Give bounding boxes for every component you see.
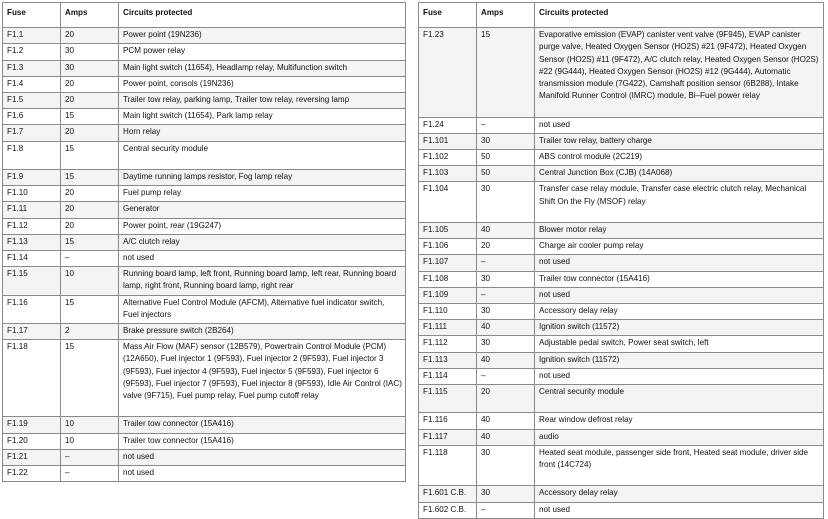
table-row (3, 141, 406, 169)
fuse-table-right (418, 2, 824, 519)
fuse-cell: F1.10 (3, 186, 61, 202)
table-header-row (419, 3, 824, 28)
circuits-cell: Central Junction Box (CJB) (14A068) (535, 166, 824, 182)
table-row (3, 170, 406, 186)
circuits-cell: not used (119, 449, 406, 465)
table-row (419, 150, 824, 166)
amps-cell: 40 (477, 320, 535, 336)
header-amps: Amps (477, 3, 535, 28)
amps-cell: 50 (477, 150, 535, 166)
circuits-cell: Trailer tow relay, battery charge (535, 133, 824, 149)
fuse-table-right-body (419, 28, 824, 519)
circuits-cell: Horn relay (119, 125, 406, 141)
table-row (3, 234, 406, 250)
circuits-cell: Accessory delay relay (535, 486, 824, 502)
amps-cell: 30 (477, 304, 535, 320)
table-row (3, 218, 406, 234)
fuse-cell: F1.601 C.B. (419, 486, 477, 502)
amps-cell: 30 (477, 133, 535, 149)
circuits-cell: Central security module (119, 141, 406, 169)
amps-cell: 20 (61, 28, 119, 44)
amps-cell: – (477, 502, 535, 518)
amps-cell: 40 (477, 413, 535, 429)
table-row (3, 186, 406, 202)
circuits-cell: ABS control module (2C219) (535, 150, 824, 166)
circuits-cell: Central security module (535, 385, 824, 413)
circuits-cell: Running board lamp, left front, Running board lamp, left rear, Running board lamp, right front, Running board lamp, right rear (119, 267, 406, 295)
fuse-cell: F1.113 (419, 352, 477, 368)
amps-cell: 30 (477, 445, 535, 486)
table-row (3, 267, 406, 295)
circuits-cell: Evaporative emission (EVAP) canister vent valve (9F945), EVAP canister purge valve, Heated Oxygen Sensor (HO2S) #21 (9F472), Heated Oxygen Sensor (HO2S) #11 (9F472), A/C clutch relay, Heated Oxygen Sensor (HO2S) #22 (9G444), Heated Oxygen Sensor (HO2S) #12 (9G444), Automatic transmission module (7G422), Camshaft position sensor (6B288), Intake Manifold Runner Control (IMRC) module, Bi–Fuel power relay (535, 28, 824, 117)
fuse-cell: F1.21 (3, 449, 61, 465)
header-fuse: Fuse (3, 3, 61, 28)
table-row (3, 340, 406, 417)
fuse-cell: F1.1 (3, 28, 61, 44)
table-row (419, 385, 824, 413)
fuse-cell: F1.19 (3, 417, 61, 433)
table-row (3, 433, 406, 449)
circuits-cell: PCM power relay (119, 44, 406, 60)
table-row (419, 28, 824, 117)
amps-cell: 15 (61, 340, 119, 417)
fuse-cell: F1.112 (419, 336, 477, 352)
amps-cell: 20 (477, 385, 535, 413)
table-row (419, 166, 824, 182)
table-row (3, 125, 406, 141)
fuse-cell: F1.105 (419, 223, 477, 239)
fuse-table-left-body (3, 28, 406, 482)
fuse-cell: F1.116 (419, 413, 477, 429)
table-row (419, 413, 824, 429)
table-row (3, 202, 406, 218)
circuits-cell: Ignition switch (11572) (535, 352, 824, 368)
circuits-cell: Mass Air Flow (MAF) sensor (12B579), Powertrain Control Module (PCM) (12A650), Fuel injector 1 (9F593), Fuel injector 2 (9F593), Fuel injector 3 (9F593), Fuel injector 4 (9F593), Fuel injector 5 (9F593), Fuel injector 6 (9F593), Fuel injector 7 (9F593), Fuel injector 8 (9F593), Idle Air Control (IAC) valve (9F715), Fuel pump relay, Fuel pump cutoff relay (119, 340, 406, 417)
amps-cell: 10 (61, 267, 119, 295)
circuits-cell: audio (535, 429, 824, 445)
amps-cell: 20 (61, 202, 119, 218)
fuse-cell: F1.17 (3, 324, 61, 340)
fuse-cell: F1.6 (3, 109, 61, 125)
amps-cell: 30 (477, 182, 535, 223)
amps-cell: 40 (477, 223, 535, 239)
circuits-cell: Trailer tow relay, parking lamp, Trailer tow relay, reversing lamp (119, 93, 406, 109)
fuse-cell: F1.102 (419, 150, 477, 166)
circuits-cell: not used (119, 251, 406, 267)
header-amps: Amps (61, 3, 119, 28)
table-row (419, 429, 824, 445)
circuits-cell: Generator (119, 202, 406, 218)
fuse-cell: F1.117 (419, 429, 477, 445)
fuse-cell: F1.15 (3, 267, 61, 295)
amps-cell: – (61, 251, 119, 267)
fuse-cell: F1.103 (419, 166, 477, 182)
fuse-cell: F1.114 (419, 368, 477, 384)
table-row (3, 449, 406, 465)
fuse-cell: F1.3 (3, 60, 61, 76)
circuits-cell: Ignition switch (11572) (535, 320, 824, 336)
table-row (3, 44, 406, 60)
circuits-cell: Trailer tow connector (15A416) (535, 271, 824, 287)
table-row (419, 223, 824, 239)
circuits-cell: Adjustable pedal switch, Power seat switch, left (535, 336, 824, 352)
circuits-cell: not used (535, 368, 824, 384)
amps-cell: 20 (477, 239, 535, 255)
amps-cell: 20 (61, 218, 119, 234)
fuse-cell: F1.12 (3, 218, 61, 234)
fuse-cell: F1.2 (3, 44, 61, 60)
amps-cell: – (61, 449, 119, 465)
circuits-cell: Power point, rear (19G247) (119, 218, 406, 234)
amps-cell: 15 (61, 170, 119, 186)
fuse-cell: F1.18 (3, 340, 61, 417)
fuse-cell: F1.8 (3, 141, 61, 169)
fuse-cell: F1.110 (419, 304, 477, 320)
circuits-cell: Blower motor relay (535, 223, 824, 239)
table-row (3, 295, 406, 323)
fuse-cell: F1.106 (419, 239, 477, 255)
table-header-row (3, 3, 406, 28)
fuse-cell: F1.9 (3, 170, 61, 186)
circuits-cell: Fuel pump relay (119, 186, 406, 202)
header-fuse: Fuse (419, 3, 477, 28)
circuits-cell: Trailer tow connector (15A416) (119, 433, 406, 449)
table-row (419, 287, 824, 303)
table-row (419, 133, 824, 149)
table-row (419, 271, 824, 287)
table-row (3, 324, 406, 340)
table-row (419, 239, 824, 255)
amps-cell: 15 (61, 109, 119, 125)
circuits-cell: not used (119, 466, 406, 482)
circuits-cell: Alternative Fuel Control Module (AFCM), Alternative fuel indicator switch, Fuel injectors (119, 295, 406, 323)
fuse-cell: F1.101 (419, 133, 477, 149)
fuse-table-left (2, 2, 406, 482)
circuits-cell: Rear window defrost relay (535, 413, 824, 429)
fuse-cell: F1.22 (3, 466, 61, 482)
circuits-cell: Trailer tow connector (15A416) (119, 417, 406, 433)
amps-cell: 50 (477, 166, 535, 182)
fuse-cell: F1.24 (419, 117, 477, 133)
circuits-cell: Brake pressure switch (2B264) (119, 324, 406, 340)
circuits-cell: Charge air cooler pump relay (535, 239, 824, 255)
amps-cell: 30 (477, 486, 535, 502)
amps-cell: 30 (477, 336, 535, 352)
fuse-cell: F1.115 (419, 385, 477, 413)
fuse-cell: F1.20 (3, 433, 61, 449)
circuits-cell: Accessory delay relay (535, 304, 824, 320)
circuits-cell: not used (535, 502, 824, 518)
table-row (419, 352, 824, 368)
amps-cell: 20 (61, 186, 119, 202)
amps-cell: – (477, 287, 535, 303)
table-row (419, 117, 824, 133)
amps-cell: 15 (477, 28, 535, 117)
table-row (419, 336, 824, 352)
circuits-cell: Transfer case relay module, Transfer case electric clutch relay, Mechanical Shift On the Fly (MSOF) relay (535, 182, 824, 223)
header-circuits: Circuits protected (119, 3, 406, 28)
fuse-cell: F1.108 (419, 271, 477, 287)
fuse-cell: F1.111 (419, 320, 477, 336)
circuits-cell: Main light switch (11654), Headlamp relay, Multifunction switch (119, 60, 406, 76)
table-row (3, 466, 406, 482)
circuits-cell: Heated seat module, passenger side front, Heated seat module, driver side front (14C724) (535, 445, 824, 486)
table-row (419, 255, 824, 271)
table-row (419, 502, 824, 518)
fuse-cell: F1.109 (419, 287, 477, 303)
fuse-cell: F1.602 C.B. (419, 502, 477, 518)
amps-cell: 10 (61, 433, 119, 449)
circuits-cell: not used (535, 287, 824, 303)
table-row (419, 486, 824, 502)
table-row (419, 368, 824, 384)
amps-cell: 10 (61, 417, 119, 433)
fuse-cell: F1.13 (3, 234, 61, 250)
table-row (3, 76, 406, 92)
fuse-cell: F1.23 (419, 28, 477, 117)
fuse-cell: F1.118 (419, 445, 477, 486)
amps-cell: 15 (61, 295, 119, 323)
amps-cell: 2 (61, 324, 119, 340)
fuse-cell: F1.107 (419, 255, 477, 271)
table-row (419, 304, 824, 320)
amps-cell: 30 (61, 44, 119, 60)
amps-cell: 30 (477, 271, 535, 287)
amps-cell: 20 (61, 93, 119, 109)
fuse-cell: F1.7 (3, 125, 61, 141)
table-row (419, 182, 824, 223)
fuse-cell: F1.11 (3, 202, 61, 218)
amps-cell: 40 (477, 352, 535, 368)
amps-cell: – (477, 117, 535, 133)
circuits-cell: not used (535, 255, 824, 271)
amps-cell: 30 (61, 60, 119, 76)
fuse-cell: F1.5 (3, 93, 61, 109)
table-row (3, 60, 406, 76)
circuits-cell: Power point (19N236) (119, 28, 406, 44)
amps-cell: – (61, 466, 119, 482)
table-row (3, 28, 406, 44)
circuits-cell: Power point, consols (19N236) (119, 76, 406, 92)
table-row (3, 93, 406, 109)
table-row (3, 417, 406, 433)
amps-cell: 20 (61, 125, 119, 141)
table-row (419, 445, 824, 486)
fuse-cell: F1.14 (3, 251, 61, 267)
amps-cell: 40 (477, 429, 535, 445)
table-row (3, 109, 406, 125)
amps-cell: – (477, 368, 535, 384)
amps-cell: 20 (61, 76, 119, 92)
amps-cell: 15 (61, 234, 119, 250)
table-row (3, 251, 406, 267)
circuits-cell: Daytime running lamps resistor, Fog lamp relay (119, 170, 406, 186)
circuits-cell: A/C clutch relay (119, 234, 406, 250)
circuits-cell: not used (535, 117, 824, 133)
circuits-cell: Main light switch (11654), Park lamp relay (119, 109, 406, 125)
fuse-cell: F1.4 (3, 76, 61, 92)
table-row (419, 320, 824, 336)
header-circuits: Circuits protected (535, 3, 824, 28)
fuse-cell: F1.16 (3, 295, 61, 323)
amps-cell: 15 (61, 141, 119, 169)
amps-cell: – (477, 255, 535, 271)
fuse-cell: F1.104 (419, 182, 477, 223)
